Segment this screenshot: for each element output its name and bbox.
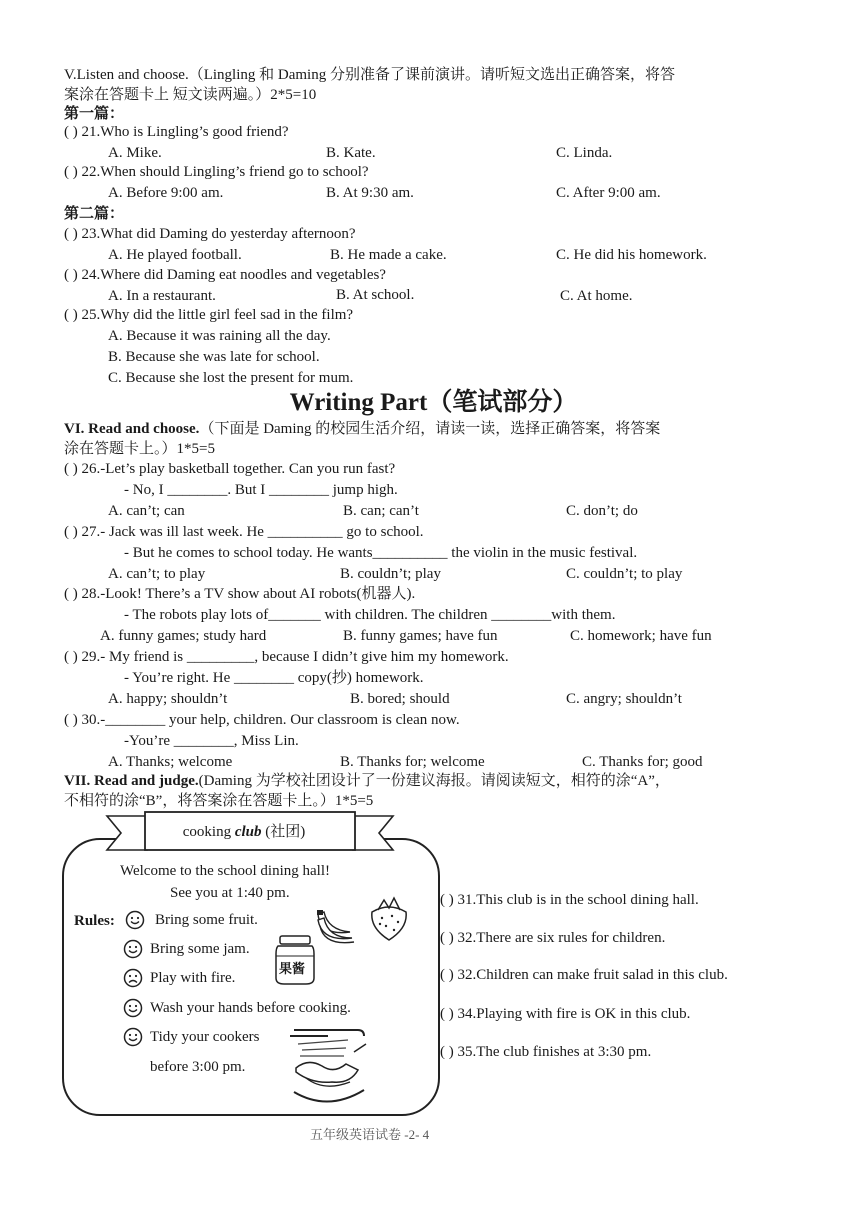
smiley-sad-icon xyxy=(123,968,143,988)
section6-heading-line1 xyxy=(64,420,660,438)
q21-option-a: A. Mike. xyxy=(108,145,162,161)
q30-option-a: A. Thanks; welcome xyxy=(108,754,233,770)
banner-suffix: (社团) xyxy=(261,824,306,840)
q26-option-a: A. can’t; can xyxy=(108,503,185,519)
q24-option-c: C. At home. xyxy=(560,288,633,304)
rules-tail: before 3:00 pm. xyxy=(150,1059,246,1075)
section7-heading-rest: (Daming 为学校社团设计了一份建议海报。请阅读短文，相符的涂“A”， xyxy=(198,773,670,789)
q30-line2: -You’re ________, Miss Lin. xyxy=(124,733,299,749)
q26-option-c: C. don’t; do xyxy=(566,503,638,519)
q30-option-b: B. Thanks for; welcome xyxy=(340,754,485,770)
q30-option-c: C. Thanks for; good xyxy=(582,754,703,770)
q27-line1: ( ) 27.- Jack was ill last week. He __________ go to school. xyxy=(64,524,424,540)
q27-option-c: C. couldn’t; to play xyxy=(566,566,683,582)
section6-heading-bold: VI. Read and choose. xyxy=(64,421,200,437)
q26-line1: ( ) 26.-Let’s play basketball together. Can you run fast? xyxy=(64,461,396,477)
q28-line1: ( ) 28.-Look! There’s a TV show about AI robots(机器人). xyxy=(64,586,416,602)
judge-32: ( ) 32.There are six rules for children. xyxy=(440,930,666,946)
q23-stem: ( ) 23.What did Daming do yesterday afternoon? xyxy=(64,226,356,242)
section5-heading-line2: 案涂在答题卡上 短文读两遍。）2*5=10 xyxy=(64,87,317,103)
writing-part-title: Writing Part（笔试部分） xyxy=(289,389,578,416)
poster-banner-title xyxy=(146,815,342,849)
q22-option-c: C. After 9:00 am. xyxy=(556,185,661,201)
q29-option-a: A. happy; shouldn’t xyxy=(108,691,228,707)
q22-option-b: B. At 9:30 am. xyxy=(326,185,414,201)
smiley-happy-icon xyxy=(123,939,143,959)
q30-line1: ( ) 30.-________ your help, children. Our classroom is clean now. xyxy=(64,712,460,728)
q26-option-b: B. can; can’t xyxy=(343,503,419,519)
banner-prefix: cooking xyxy=(182,824,235,840)
judge-33: ( ) 32.Children can make fruit salad in this club. xyxy=(440,967,728,983)
judge-35: ( ) 35.The club finishes at 3:30 pm. xyxy=(440,1044,652,1060)
smiley-happy-icon xyxy=(123,1027,143,1047)
strawberry-icon xyxy=(364,894,414,944)
q23-option-c: C. He did his homework. xyxy=(556,247,707,263)
q28-line2: - The robots play lots of_______ with children. The children ________with them. xyxy=(124,607,616,623)
q28-option-a: A. funny games; study hard xyxy=(100,628,267,644)
q24-option-b: B. At school. xyxy=(336,287,415,303)
page-footer: 五年级英语试卷 -2- 4 xyxy=(310,1127,430,1142)
judge-34: ( ) 34.Playing with fire is OK in this club. xyxy=(440,1006,691,1022)
jam-label: 果酱 xyxy=(279,961,306,976)
section6-heading-rest: （下面是 Daming 的校园生活介绍，请读一读，选择正确答案，将答案 xyxy=(199,421,661,437)
section5-heading-line1: V.Listen and choose.（Lingling 和 Daming 分别准备了课前演讲。请听短文选出正确答案，将答 xyxy=(64,67,675,83)
q21-option-b: B. Kate. xyxy=(326,145,376,161)
section7-heading-line1 xyxy=(64,772,670,790)
q29-option-b: B. bored; should xyxy=(350,691,450,707)
q23-option-a: A. He played football. xyxy=(108,247,242,263)
section7-heading-line2: 不相符的涂“B”，将答案涂在答题卡上。）1*5=5 xyxy=(64,793,374,809)
rule-5: Tidy your cookers xyxy=(150,1029,260,1045)
q27-option-b: B. couldn’t; play xyxy=(340,566,441,582)
banana-icon xyxy=(314,906,356,946)
judge-31: ( ) 31.This club is in the school dining hall. xyxy=(440,892,699,908)
poster-welcome: Welcome to the school dining hall! xyxy=(120,863,330,879)
q25-option-c: C. Because she lost the present for mum. xyxy=(108,370,354,386)
q24-stem: ( ) 24.Where did Daming eat noodles and vegetables? xyxy=(64,267,386,283)
smiley-happy-icon xyxy=(125,910,145,930)
q22-option-a: A. Before 9:00 am. xyxy=(108,185,224,201)
rules-label: Rules: xyxy=(74,913,115,929)
q29-line2: - You’re right. He ________ copy(抄) homework. xyxy=(124,670,424,686)
q25-stem: ( ) 25.Why did the little girl feel sad in the film? xyxy=(64,307,354,323)
q23-option-b: B. He made a cake. xyxy=(330,247,447,263)
q25-option-b: B. Because she was late for school. xyxy=(108,349,320,365)
banner-club: club xyxy=(234,824,262,840)
rule-3: Play with fire. xyxy=(150,970,236,986)
q26-line2: - No, I ________. But I ________ jump high. xyxy=(124,482,398,498)
q29-option-c: C. angry; shouldn’t xyxy=(566,691,682,707)
section7-heading-bold: VII. Read and judge. xyxy=(64,773,199,789)
q24-option-a: A. In a restaurant. xyxy=(108,288,216,304)
q29-line1: ( ) 29.- My friend is _________, because I didn’t give him my homework. xyxy=(64,649,509,665)
q27-line2: - But he comes to school today. He wants__________ the violin in the music festival. xyxy=(124,545,638,561)
part1-label: 第一篇： xyxy=(64,106,125,122)
section6-heading-line2: 涂在答题卡上。）1*5=5 xyxy=(64,441,215,457)
q27-option-a: A. can’t; to play xyxy=(108,566,206,582)
poster-see-you: See you at 1:40 pm. xyxy=(170,885,290,901)
rule-2: Bring some jam. xyxy=(150,941,250,957)
q21-option-c: C. Linda. xyxy=(556,145,613,161)
part2-label: 第二篇： xyxy=(64,206,125,222)
q25-option-a: A. Because it was raining all the day. xyxy=(108,328,331,344)
q22-stem: ( ) 22.When should Lingling’s friend go to school? xyxy=(64,164,369,180)
q21-stem: ( ) 21.Who is Lingling’s good friend? xyxy=(64,124,289,140)
q28-option-b: B. funny games; have fun xyxy=(343,628,498,644)
rule-4: Wash your hands before cooking. xyxy=(150,1000,351,1016)
smiley-happy-icon xyxy=(123,998,143,1018)
q28-option-c: C. homework; have fun xyxy=(570,628,712,644)
washing-hands-icon xyxy=(288,1022,368,1110)
rule-1: Bring some fruit. xyxy=(155,912,258,928)
